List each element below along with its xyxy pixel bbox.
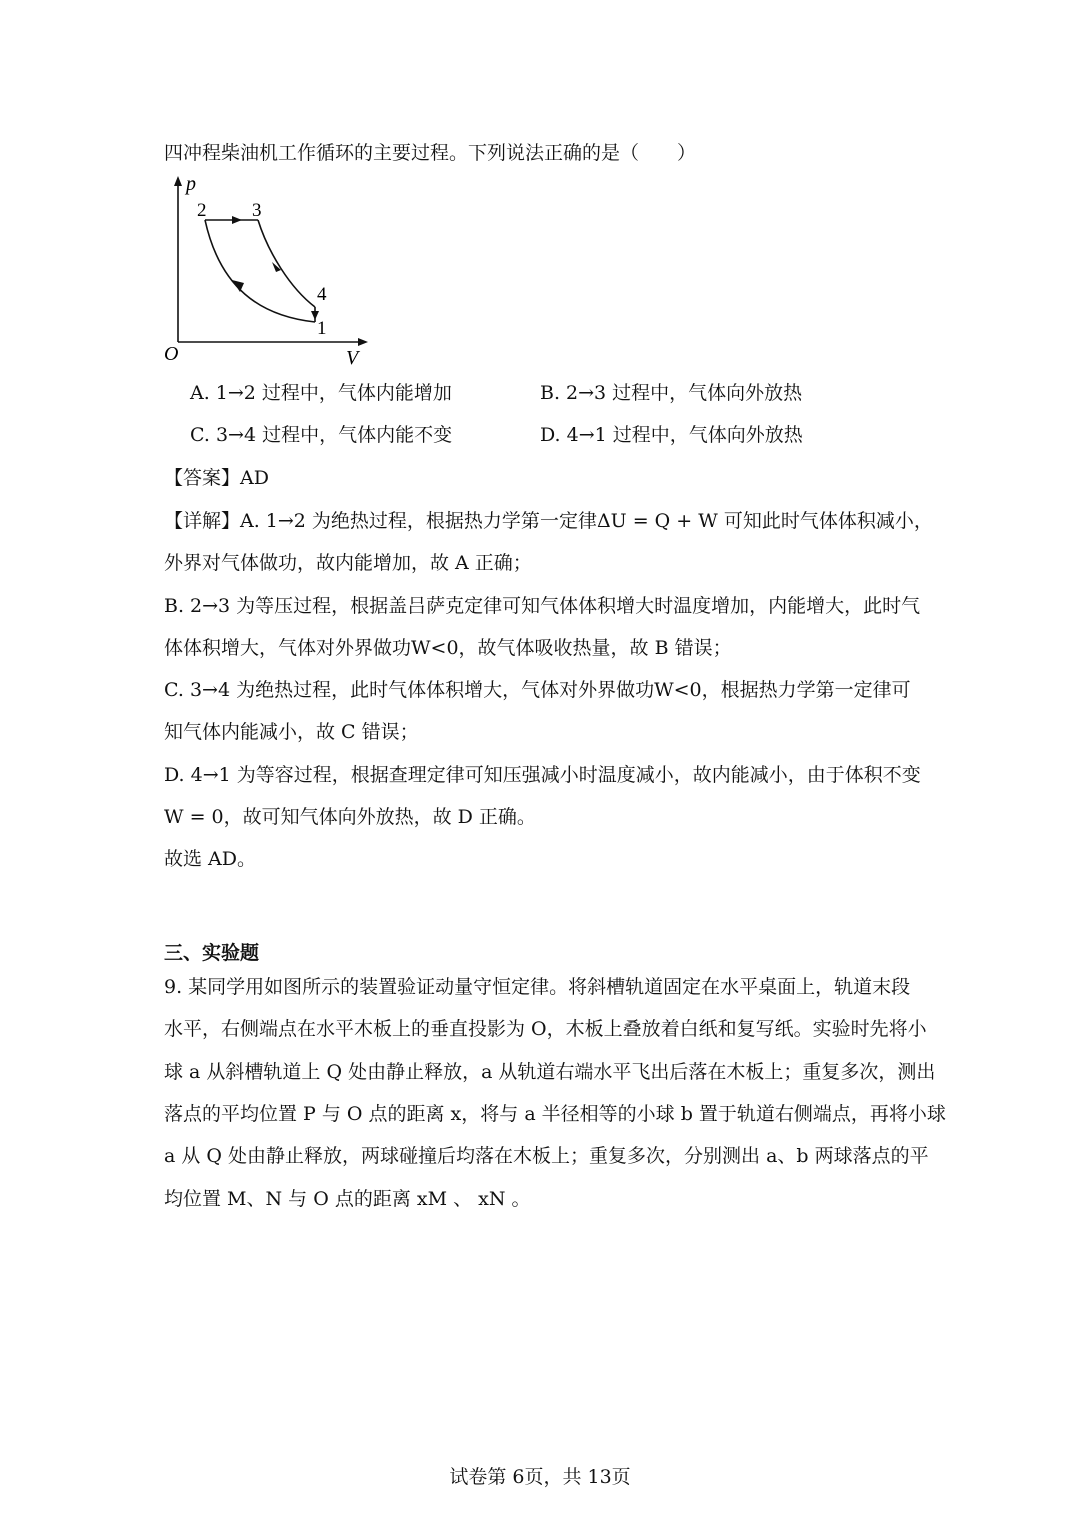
explanation-line: 外界对气体做功，故内能增加，故 A 正确； — [164, 552, 532, 574]
q9-line: 均位置 M、N 与 O 点的距离 xM 、 xN 。 — [164, 1188, 531, 1210]
explanation-line: 【详解】A. 1→2 为绝热过程，根据热力学第一定律ΔU = Q + W 可知此时气体体积减小， — [164, 510, 933, 532]
explanation-line: C. 3→4 为绝热过程，此时气体体积增大，气体对外界做功W<0，根据热力学第一定律可 — [164, 679, 911, 701]
question-intro: 四冲程柴油机工作循环的主要过程。下列说法正确的是（ ） — [164, 142, 697, 164]
q9-line: a 从 Q 处由静止释放，两球碰撞后均落在木板上；重复多次，分别测出 a、b 两球落点的平 — [164, 1145, 929, 1167]
arrow-2-3 — [232, 216, 242, 224]
point-label-1: 1 — [317, 318, 327, 339]
section-heading: 三、实验题 — [164, 942, 260, 964]
explanation-line: W = 0，故可知气体向外放热，故 D 正确。 — [164, 806, 536, 828]
y-axis-label: p — [186, 173, 196, 195]
origin-label: O — [164, 343, 179, 365]
arrow-1-2 — [232, 280, 244, 292]
x-axis-arrow — [358, 338, 368, 346]
point-label-3: 3 — [252, 200, 262, 221]
answer-line: 【答案】AD — [164, 467, 269, 489]
q9-line: 落点的平均位置 P 与 O 点的距离 x，将与 a 半径相等的小球 b 置于轨道右侧端点，再将小球 — [164, 1103, 946, 1125]
explanation-line: 故选 AD。 — [164, 848, 256, 870]
q9-line: 球 a 从斜槽轨道上 Q 处由静止释放，a 从轨道右端水平飞出后落在木板上；重复多次，测出 — [164, 1061, 936, 1083]
option-b: B. 2→3 过程中，气体向外放热 — [540, 382, 803, 404]
q9-line: 9. 某同学用如图所示的装置验证动量守恒定律。将斜槽轨道固定在水平桌面上，轨道末段 — [164, 976, 911, 998]
explanation-line: D. 4→1 为等容过程，根据查理定律可知压强减小时温度减小，故内能减小，由于体积不变 — [164, 764, 921, 786]
point-label-2: 2 — [197, 200, 207, 221]
option-a: A. 1→2 过程中，气体内能增加 — [190, 382, 452, 404]
process-1-2-curve — [205, 220, 315, 322]
explanation-line: 体体积增大，气体对外界做功W<0，故气体吸收热量，故 B 错误； — [164, 637, 732, 659]
page-footer: 试卷第 6页，共 13页 — [449, 1466, 631, 1488]
option-d: D. 4→1 过程中，气体向外放热 — [540, 424, 803, 446]
x-axis-label: V — [346, 347, 359, 369]
explanation-line: B. 2→3 为等压过程，根据盖吕萨克定律可知气体体积增大时温度增加，内能增大，此时气 — [164, 595, 921, 617]
explanation-line: 知气体内能减小，故 C 错误； — [164, 721, 419, 743]
pv-diagram — [160, 170, 380, 370]
y-axis-arrow — [174, 176, 182, 186]
option-c: C. 3→4 过程中，气体内能不变 — [190, 424, 453, 446]
process-3-4-curve — [258, 220, 315, 307]
q9-line: 水平，右侧端点在水平木板上的垂直投影为 O，木板上叠放着白纸和复写纸。实验时先将小 — [164, 1018, 927, 1040]
point-label-4: 4 — [317, 284, 327, 305]
